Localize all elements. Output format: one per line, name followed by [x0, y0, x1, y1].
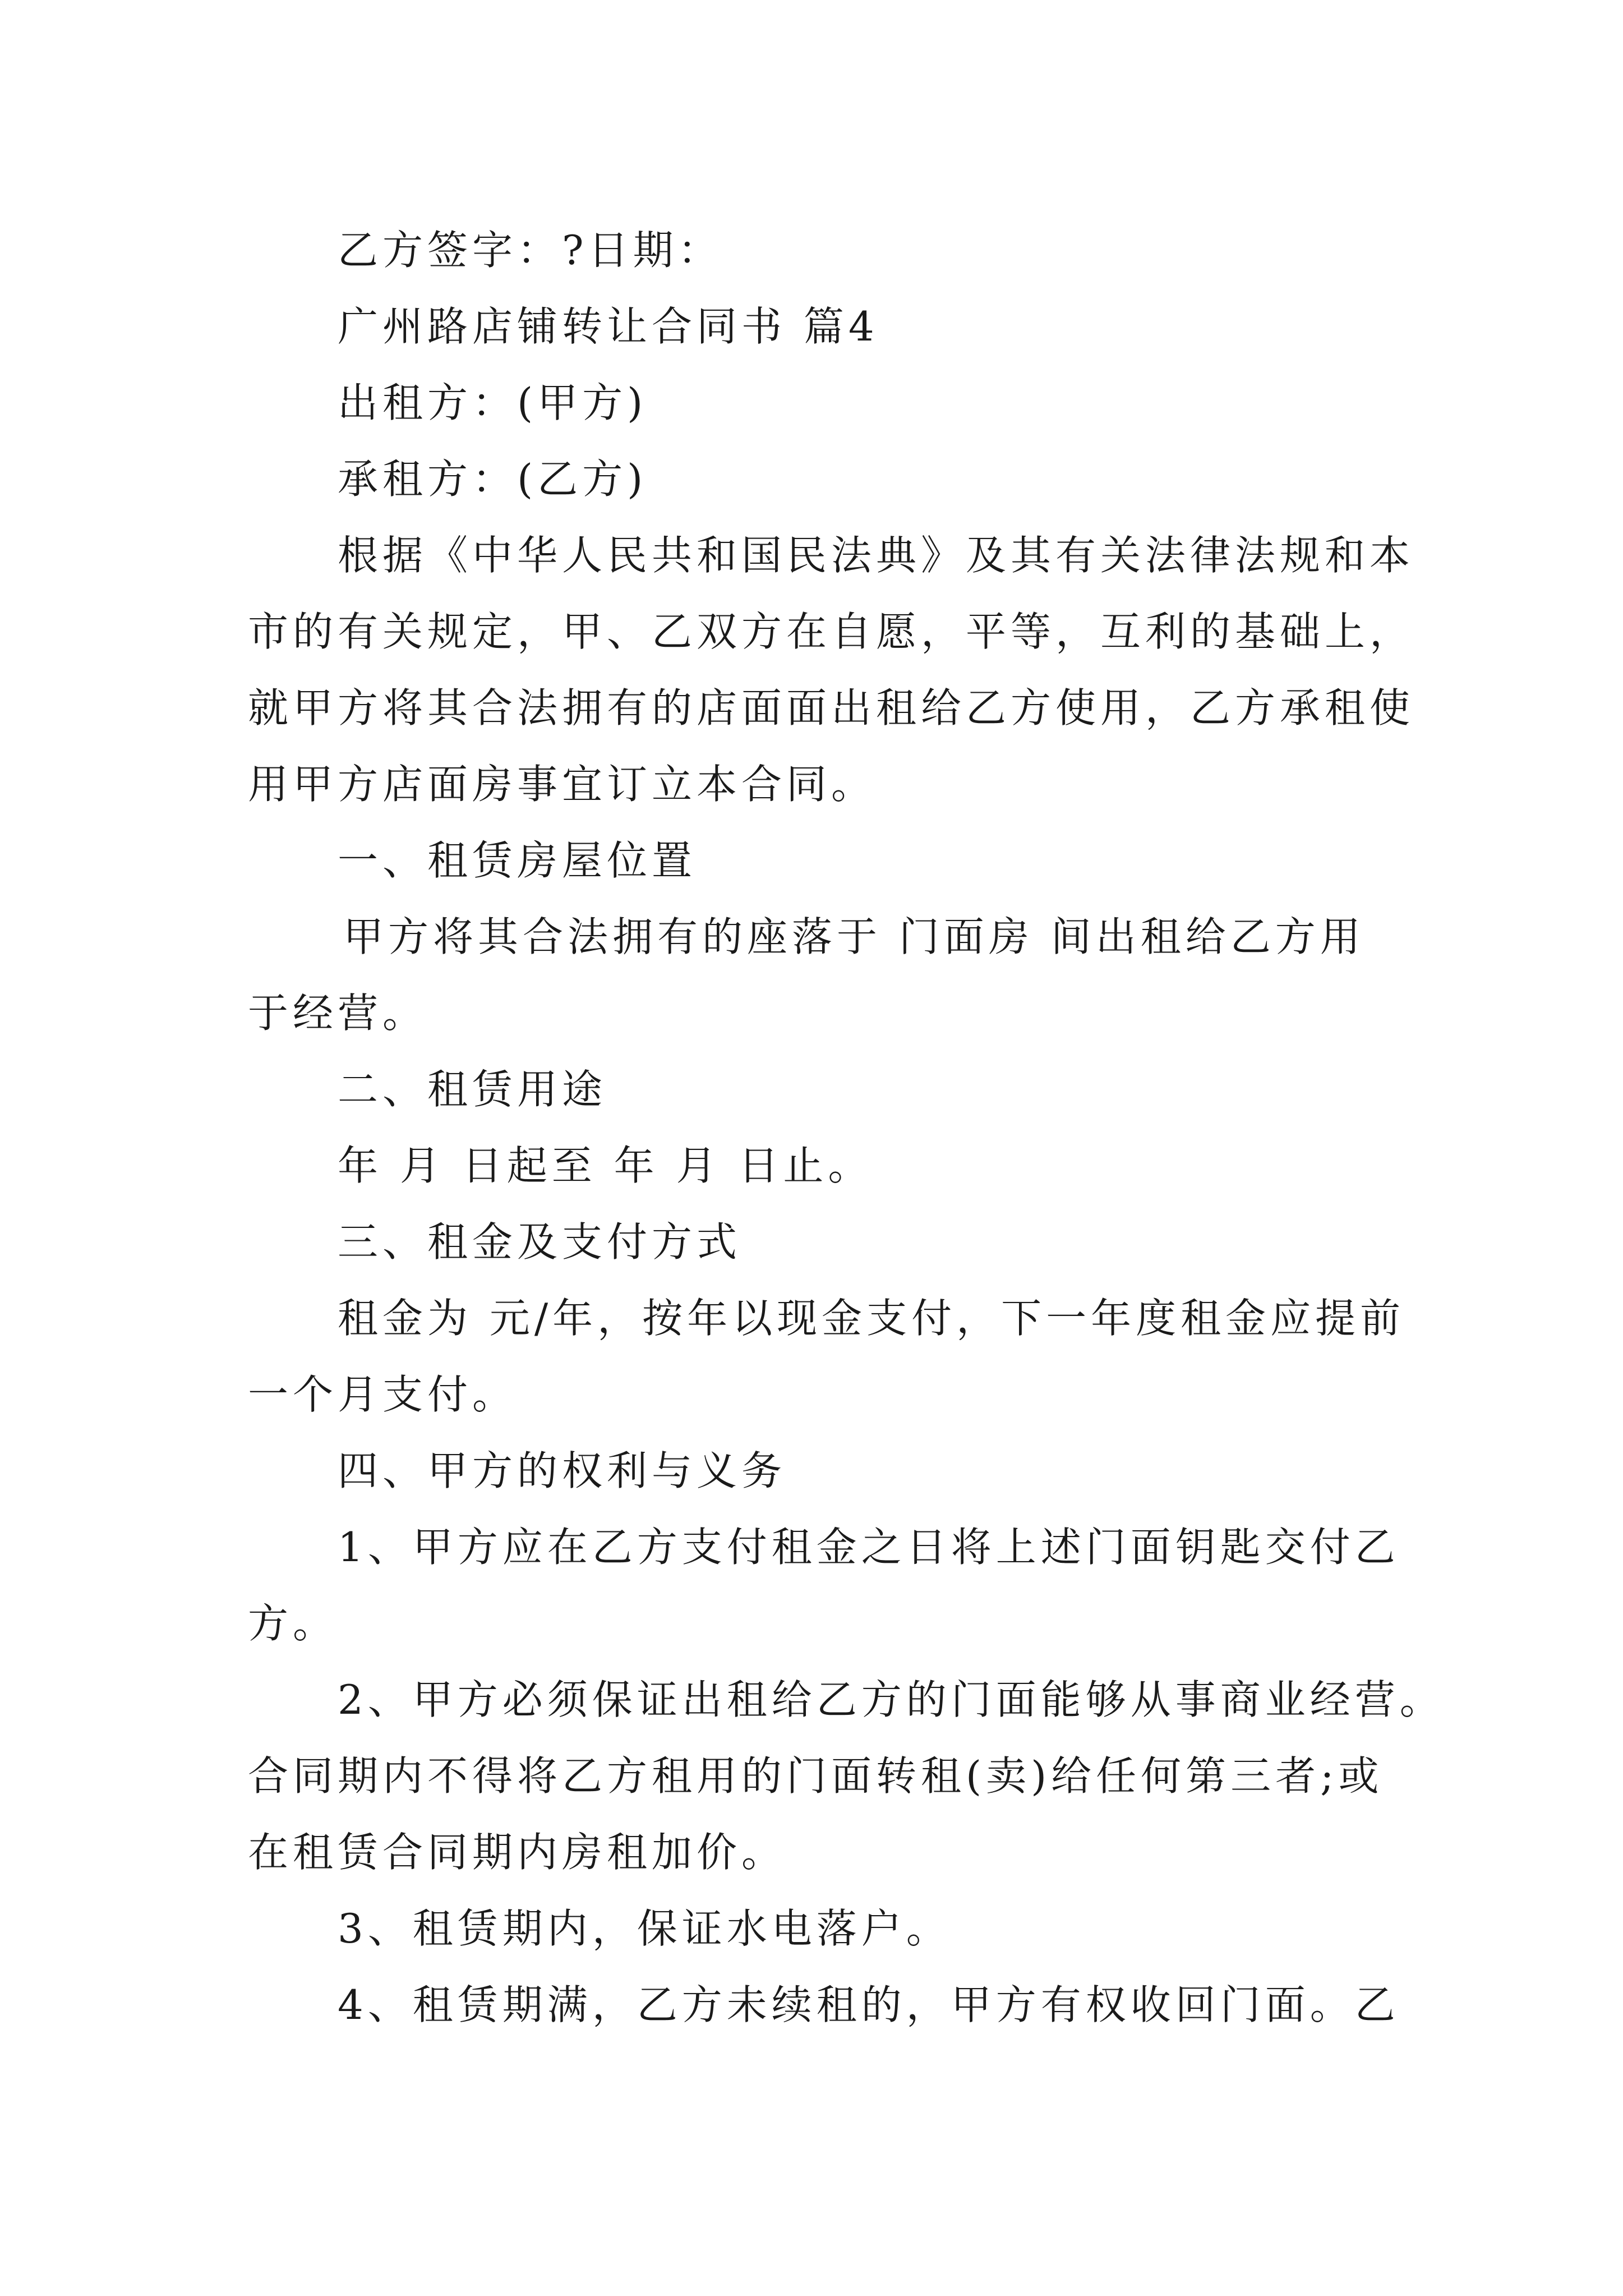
item-2-line-3: 在租赁合同期内房租加价。 — [248, 1829, 787, 1876]
item-2-line-1: 2、甲方必须保证出租给乙方的门面能够从事商业经营。 — [338, 1676, 1445, 1723]
item-4-line-1: 4、租赁期满，乙方未续租的，甲方有权收回门面。乙 — [338, 1981, 1400, 2028]
section-title: 广州路店铺转让合同书 篇4 — [338, 303, 879, 350]
intro-paragraph-line-3: 就甲方将其合法拥有的店面面出租给乙方使用，乙方承租使 — [248, 684, 1415, 731]
lessor-line: 出租方：(甲方) — [338, 379, 648, 426]
lessee-line: 承租方：(乙方) — [338, 455, 648, 503]
heading-lessor-rights: 四、甲方的权利与义务 — [338, 1447, 787, 1494]
item-2-line-2: 合同期内不得将乙方租用的门面转租(卖)给任何第三者;或 — [248, 1752, 1384, 1800]
document-body — [248, 212, 1445, 2043]
signature-date-line: 乙方签字：?日期： — [338, 227, 723, 274]
item-1-line-1: 1、甲方应在乙方支付租金之日将上述门面钥匙交付乙 — [338, 1524, 1400, 1571]
intro-paragraph-line-1: 根据《中华人民共和国民法典》及其有关法律法规和本 — [338, 532, 1415, 579]
heading-location: 一、租赁房屋位置 — [338, 837, 697, 884]
heading-usage: 二、租赁用途 — [338, 1066, 607, 1113]
term-paragraph: 年 月 日起至 年 月 日止。 — [338, 1142, 873, 1189]
location-paragraph-line-2: 于经营。 — [248, 990, 428, 1037]
item-3: 3、租赁期内，保证水电落户。 — [338, 1905, 951, 1952]
heading-rent: 三、租金及支付方式 — [338, 1218, 742, 1266]
intro-paragraph-line-2: 市的有关规定，甲、乙双方在自愿，平等，互利的基础上， — [248, 608, 1415, 655]
location-paragraph-line-1: 甲方将其合法拥有的座落于 门面房 间出租给乙方用 — [343, 913, 1365, 960]
item-1-line-2: 方。 — [248, 1600, 338, 1647]
rent-paragraph-line-1: 租金为 元/年，按年以现金支付，下一年度租金应提前 — [338, 1295, 1405, 1342]
intro-paragraph-line-4: 用甲方店面房事宜订立本合同。 — [248, 761, 877, 808]
rent-paragraph-line-2: 一个月支付。 — [248, 1371, 518, 1418]
